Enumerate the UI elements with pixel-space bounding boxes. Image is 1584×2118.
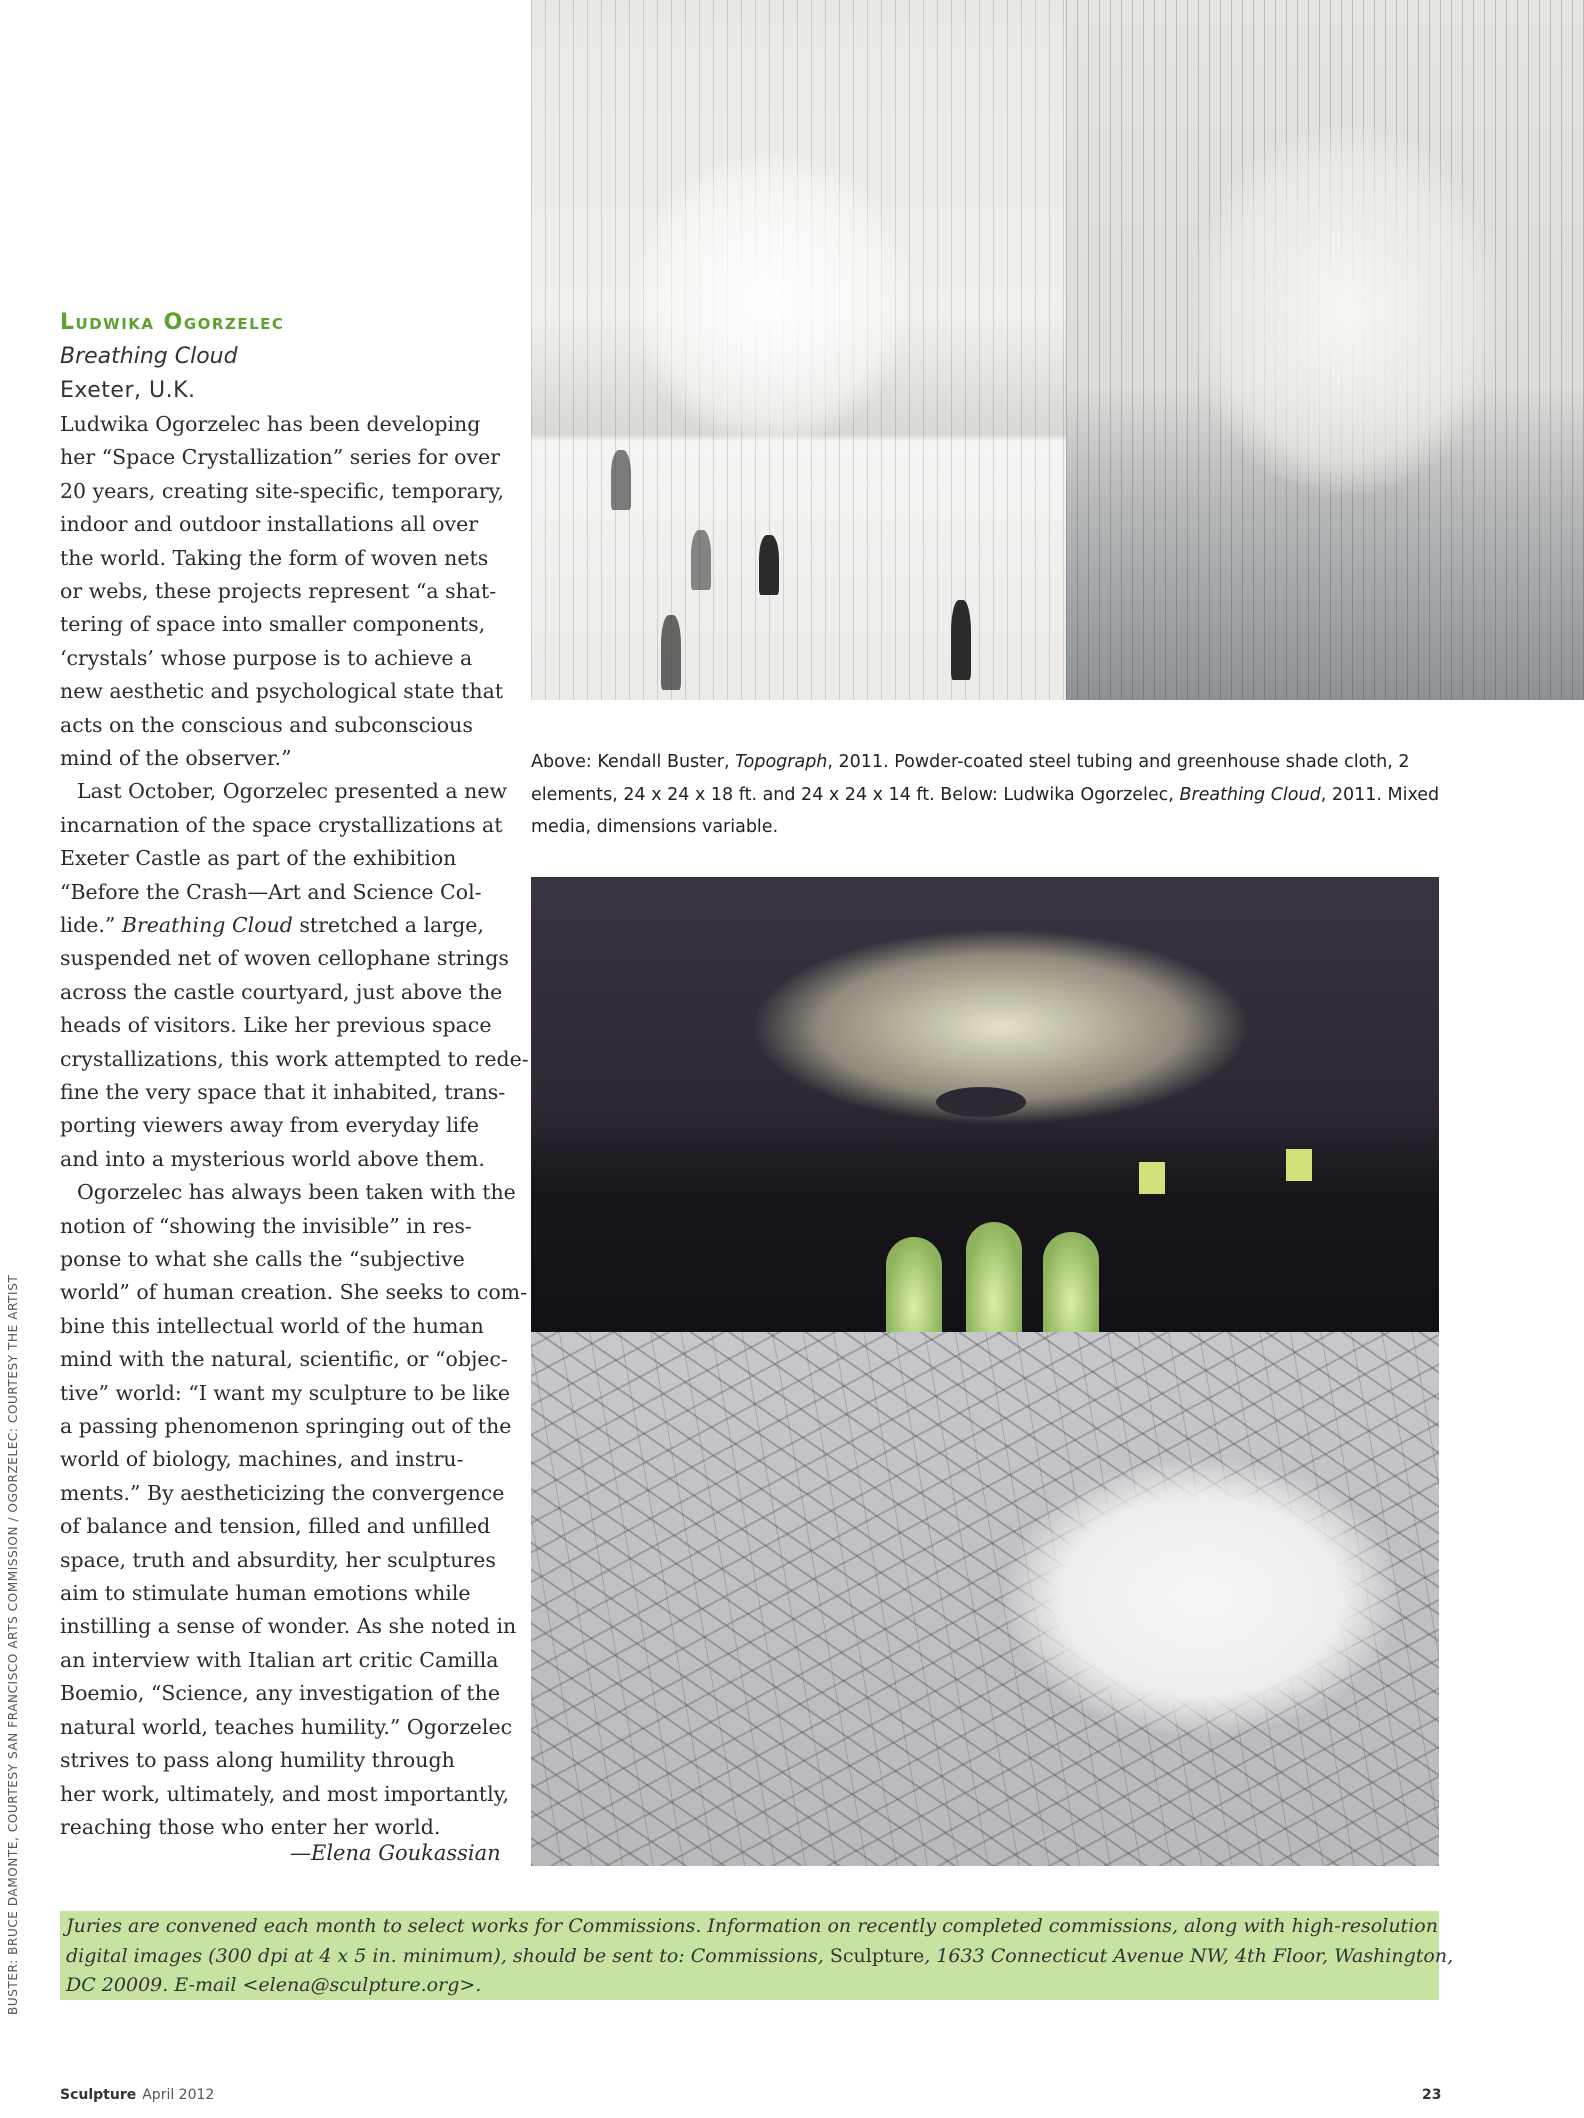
text-run: elements, 24 x 24 x 18 ft. and 24 x 24 x 14 ft. Below: Ludwika Ogorzelec,	[531, 784, 1180, 805]
photo-credit: BUSTER: BRUCE DAMONTE, COURTESY SAN FRANCISCO ARTS COMMISSION / OGORZELEC: COURTESY THE ARTIST	[6, 1274, 20, 2015]
text-line: crystallizations, this work attempted to rede-	[60, 1046, 529, 1071]
article-paragraph-2	[60, 775, 529, 1176]
text-line: new aesthetic and psychological state that	[60, 679, 504, 704]
juries-notice-text	[66, 1912, 1454, 2001]
caption-line	[531, 746, 1451, 779]
text-line: Exeter Castle as part of the exhibition	[60, 846, 457, 871]
text-run: , 2011. Mixed	[1320, 784, 1440, 805]
text-line	[60, 909, 510, 942]
text-line: a passing phenomenon springing out of the	[60, 1414, 512, 1439]
work-title-inline: Breathing Cloud	[1179, 784, 1321, 805]
lit-archway	[966, 1222, 1022, 1332]
text-run: , 1633 Connecticut Avenue NW, 4th Floor, Washington,	[924, 1944, 1454, 1967]
photo-breathing-cloud-night	[531, 877, 1439, 1332]
text-line: space, truth and absurdity, her sculptures	[60, 1547, 496, 1572]
text-line: bine this intellectual world of the human	[60, 1313, 484, 1338]
text-line: world” of human creation. She seeks to com-	[60, 1280, 528, 1305]
text-line: ponse to what she calls the “subjective	[60, 1247, 465, 1271]
visitor-figure	[951, 600, 971, 680]
caption-line: media, dimensions variable.	[531, 817, 779, 837]
text-line: tive” world: “I want my sculpture to be like	[60, 1380, 510, 1405]
text-line: instilling a sense of wonder. As she noted in	[60, 1614, 517, 1639]
text-line: heads of visitors. Like her previous space	[60, 1013, 492, 1038]
text-line: natural world, teaches humility.” Ogorzelec	[60, 1714, 513, 1739]
lit-window	[1139, 1162, 1165, 1194]
caption-line	[531, 779, 1451, 812]
text-line: Ogorzelec has always been taken with the	[77, 1180, 516, 1205]
text-line: notion of “showing the invisible” in res-	[60, 1213, 472, 1238]
text-line: indoor and outdoor installations all over	[60, 512, 479, 537]
text-line: mind with the natural, scientific, or “objec-	[60, 1347, 508, 1372]
footer-issue-date: April 2012	[142, 2087, 215, 2103]
page-number: 23	[1422, 2087, 1442, 2103]
visitor-figure	[661, 615, 681, 690]
text-run: , 2011. Powder-coated steel tubing and greenhouse shade cloth, 2	[827, 752, 1410, 772]
text-line: incarnation of the space crystallizations at	[60, 812, 503, 837]
text-line: fine the very space that it inhabited, trans-	[60, 1080, 506, 1105]
text-line: tering of space into smaller components,	[60, 612, 486, 637]
magazine-name-inline: Sculpture	[829, 1944, 925, 1967]
text-line: her “Space Crystallization” series for over	[60, 445, 500, 470]
text-run: digital images (300 dpi at 4 x 5 in. minimum), should be sent to: Commissions,	[66, 1944, 830, 1967]
lit-window	[1286, 1149, 1312, 1181]
article-paragraph-3	[60, 1176, 528, 1844]
lit-archway	[886, 1237, 942, 1332]
photo-caption	[531, 746, 1451, 844]
text-line: porting viewers away from everyday life	[60, 1113, 479, 1138]
text-line: strives to pass along humility through	[60, 1748, 455, 1773]
work-location: Exeter, U.K.	[60, 378, 196, 403]
net-opening	[936, 1087, 1026, 1117]
text-line: reaching those who enter her world.	[60, 1814, 441, 1839]
text-line: mind of the observer.”	[60, 746, 292, 771]
text-line: world of biology, machines, and instru-	[60, 1447, 464, 1472]
text-line: Last October, Ogorzelec presented a new	[77, 779, 508, 804]
visitor-figure	[611, 450, 631, 510]
text-line: and into a mysterious world above them.	[60, 1146, 485, 1171]
article-author: —Elena Goukassian	[290, 1841, 501, 1865]
text-run: Above: Kendall Buster,	[531, 752, 736, 772]
text-line: Boemio, “Science, any investigation of the	[60, 1681, 500, 1706]
work-title: Breathing Cloud	[60, 344, 238, 369]
juries-notice-box	[60, 1911, 1454, 2000]
text-line: or webs, these projects represent “a shat-	[60, 579, 497, 604]
notice-line	[66, 1942, 1454, 1972]
notice-line: DC 20009. E-mail <elena@sculpture.org>.	[66, 1974, 482, 1996]
text-line: an interview with Italian art critic Camilla	[60, 1647, 499, 1672]
footer-magazine-name: Sculpture	[60, 2087, 137, 2103]
notice-line: Juries are convened each month to select works for Commissions. Information on recently completed commissions, along with high-resolution	[66, 1915, 1438, 1937]
text-line: aim to stimulate human emotions while	[60, 1581, 471, 1606]
text-line: of balance and tension, filled and unfilled	[60, 1514, 491, 1539]
visitor-figure	[691, 530, 711, 590]
text-run: lide.”	[60, 913, 122, 938]
article-paragraph-1	[60, 408, 510, 775]
text-line: Ludwika Ogorzelec has been developing	[60, 412, 481, 436]
photo-breathing-cloud-net	[531, 1332, 1439, 1866]
photo-topograph-sculpture	[1066, 0, 1584, 700]
visitor-figure	[759, 535, 779, 595]
text-line: acts on the conscious and subconscious	[60, 712, 473, 737]
photo-topograph-atrium	[531, 0, 1066, 700]
text-run: stretched a large,	[292, 913, 484, 938]
lit-archway	[1043, 1232, 1099, 1332]
artist-heading: Ludwika Ogorzelec	[60, 310, 285, 335]
work-title-inline: Breathing Cloud	[121, 913, 293, 938]
text-line: her work, ultimately, and most importantly,	[60, 1781, 510, 1806]
footer-publication	[60, 2087, 214, 2103]
text-line: across the castle courtyard, just above the	[60, 979, 503, 1004]
text-line: ‘crystals’ whose purpose is to achieve a	[60, 645, 473, 670]
text-line: suspended net of woven cellophane strings	[60, 946, 509, 971]
text-line: the world. Taking the form of woven nets	[60, 545, 489, 570]
text-line: 20 years, creating site-specific, temporary,	[60, 478, 505, 503]
work-title-inline: Topograph	[735, 752, 828, 772]
text-line: “Before the Crash—Art and Science Col-	[60, 879, 482, 904]
text-line: ments.” By aestheticizing the convergence	[60, 1480, 505, 1505]
